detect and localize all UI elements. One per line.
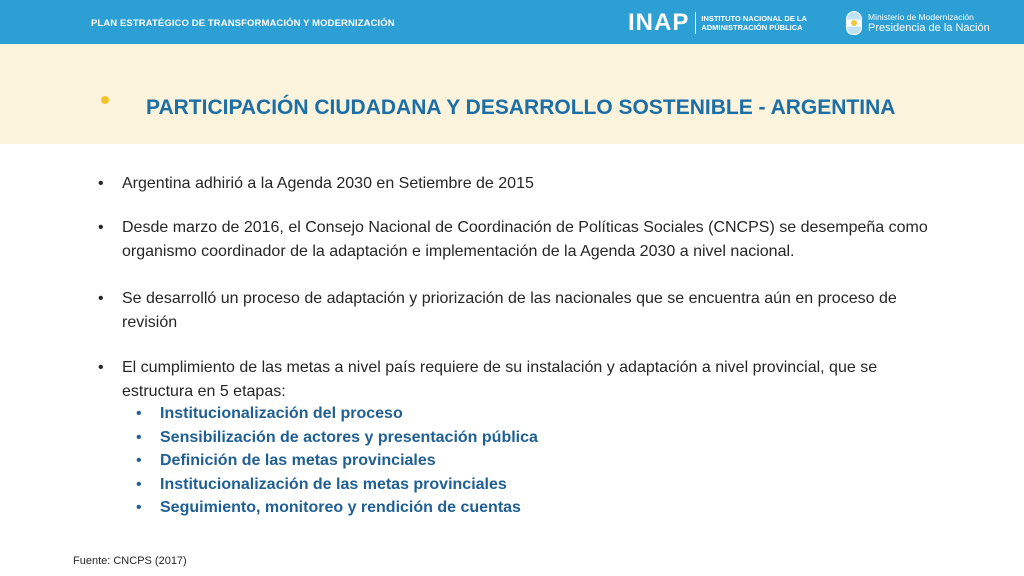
plan-title: PLAN ESTRATÉGICO DE TRANSFORMACIÓN Y MODERNIZACIÓN: [91, 18, 395, 29]
stage-item: • Definición de las metas provinciales: [160, 449, 860, 473]
inap-logo-word: INAP: [628, 9, 690, 36]
inap-logo-line2: ADMINISTRACIÓN PÚBLICA: [701, 23, 803, 32]
ministry-name: Ministerio de Modernización: [868, 11, 974, 22]
stage-item: • Institucionalización de las metas provinciales: [160, 473, 860, 497]
bullet-item: • Argentina adhirió a la Agenda 2030 en Setiembre de 2015: [122, 172, 952, 196]
bullet-item: • Desde marzo de 2016, el Consejo Nacional de Coordinación de Políticas Sociales (CNCPS) se desempeña como organismo coordinador de la adaptación e implementación de la Agenda 2030 a nivel nacional.: [122, 216, 952, 263]
stage-item: • Institucionalización del proceso: [160, 402, 860, 426]
source-citation: Fuente: CNCPS (2017): [73, 555, 187, 567]
stage-item: • Sensibilización de actores y presentación pública: [160, 426, 860, 450]
stage-item: • Seguimiento, monitoreo y rendición de cuentas: [160, 496, 860, 520]
bullet-item: • El cumplimiento de las metas a nivel país requiere de su instalación y adaptación a nivel provincial, que se estructura en 5 etapas:: [122, 356, 952, 403]
presidency-name: Presidencia de la Nación: [868, 21, 990, 34]
stages-list: [160, 402, 860, 520]
slide-title: PARTICIPACIÓN CIUDADANA Y DESARROLLO SOSTENIBLE - ARGENTINA: [146, 96, 896, 119]
inap-logo-line1: INSTITUTO NACIONAL DE LA: [701, 14, 807, 23]
bullet-item: • Se desarrolló un proceso de adaptación y priorización de las nacionales que se encuentra aún en proceso de revisión: [122, 287, 952, 334]
